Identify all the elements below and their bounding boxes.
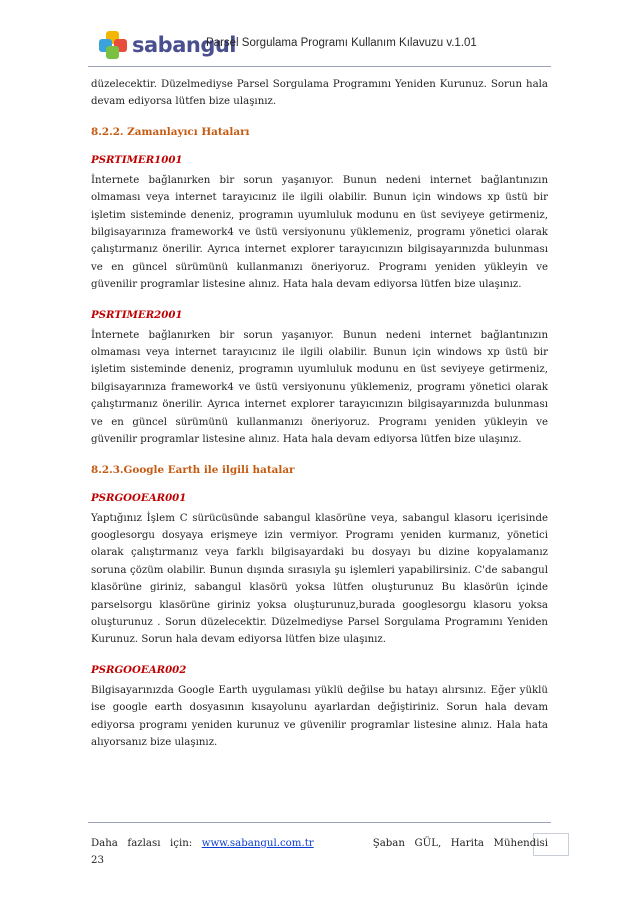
error-code-psrgooear001: PSRGOOEAR001 (91, 491, 187, 504)
error-code-psrgooear002: PSRGOOEAR002 (91, 663, 187, 676)
footer-word: Daha (91, 838, 118, 849)
page-footer (91, 835, 548, 869)
logo-mark-icon (98, 30, 128, 60)
section-heading-google-earth-errors: 8.2.3.Google Earth ile ilgili hatalar (91, 463, 295, 476)
footer-word: Harita (450, 838, 485, 849)
intro-paragraph: düzelecektir. Düzelmediyse Parsel Sorgulama Programını Yeniden Kurunuz. Sorun hala devam ediyorsa lütfen bize ulaşınız. (91, 79, 548, 108)
error-code-psrtimer2001: PSRTIMER2001 (91, 308, 183, 321)
error-description-psrtimer2001: İnternete bağlanırken bir sorun yaşanıyor. Bunun nedeni internet bağlantınızın olmaması veya internet tarayıcınız ile ilgili olabilir. Bunun için windows xp üstü bir işletim sisteminde deneniz, programın uyumluluk modunu en üst seviyeye getirmeniz, bilgisayarınıza framework4 ve üstü versiyonunu yüklemeniz, programı yönetici olarak çalıştırmanız önerilir. Ayrıca internet explorer tarayıcınızın bilgisayarınızda bulunması ve en güncel sürümünü kullanmanızı öneriyoruz. Programı yeniden yükleyin ve güvenilir programlar listesine alınız. Hata hala devam ediyorsa lütfen bize ulaşınız. (91, 329, 548, 446)
page-header (88, 22, 551, 70)
footer-word: Mühendisi (493, 838, 548, 849)
footer-word: GÜL, (414, 838, 442, 849)
error-code-psrtimer1001: PSRTIMER1001 (91, 153, 183, 166)
website-link[interactable]: www.sabangul.com.tr (201, 838, 314, 849)
footer-word: Şaban (372, 838, 405, 849)
header-divider (88, 66, 551, 67)
page-number: 23 (91, 855, 104, 866)
footer-word: için: (169, 838, 193, 849)
error-description-psrgooear002: Bilgisayarınızda Google Earth uygulaması yüklü değilse bu hatayı alırsınız. Eğer yüklü ise google earth dosyasının kısayolunu ayarlardan değiştiriniz. Sorun hala devam ediyorsa programı yeniden kurunuz ve güvenilir programlar listesine alınız. Hala hata alıyorsanız bize ulaşınız. (91, 684, 548, 748)
section-heading-timer-errors: 8.2.2. Zamanlayıcı Hataları (91, 125, 250, 138)
logo-text: sabangul (132, 33, 237, 57)
error-description-psrgooear001: Yaptığınız İşlem C sürücüsünde sabangul klasörüne veya, sabangul klasoru içerisinde googlesorgu dosyaya erişmeye izin vermiyor. Programı yeniden kurmanız, yönetici olarak çalıştırmanız veya farklı bilgisayardaki bu dosyayı bu dizine kopyalamanız soruna çözüm olabilir. Bunun dışında sırasıyla şu işlemleri yapabilirsiniz. C'de sabangul klasörüne giriniz, sabangul klasörü yoksa lütfen oluşturunuz Bu klasörün içinde parselsorgu klasörüne giriniz yoksa oluşturunuz,burada googlesorgu klasoru yoksa oluşturunuz . Sorun düzelecektir. Düzelmediyse Parsel Sorgulama Programını Yeniden Kurunuz. Sorun hala devam ediyorsa lütfen bize ulaşınız. (91, 512, 548, 646)
footer-word: fazlası (127, 838, 161, 849)
error-description-psrtimer1001: İnternete bağlanırken bir sorun yaşanıyor. Bunun nedeni internet bağlantınızın olmaması veya internet tarayıcınız ile ilgili olabilir. Bunun için windows xp üstü bir işletim sisteminde deneniz, programın uyumluluk modunu en üst seviyeye getirmeniz, bilgisayarınıza framework4 ve üstü versiyonunu yüklemeniz, programı yönetici olarak çalıştırmanız önerilir. Ayrıca internet explorer tarayıcınızın bilgisayarınızda bulunması ve en güncel sürümünü kullanmanızı öneriyoruz. Programı yeniden yükleyin ve güvenilir programlar listesine alınız. Hata hala devam ediyorsa lütfen bize ulaşınız. (91, 174, 548, 291)
footer-divider (88, 822, 551, 823)
page-content (91, 76, 548, 751)
document-title: Parsel Sorgulama Programı Kullanım Kılavuzu v.1.01 (206, 37, 477, 49)
